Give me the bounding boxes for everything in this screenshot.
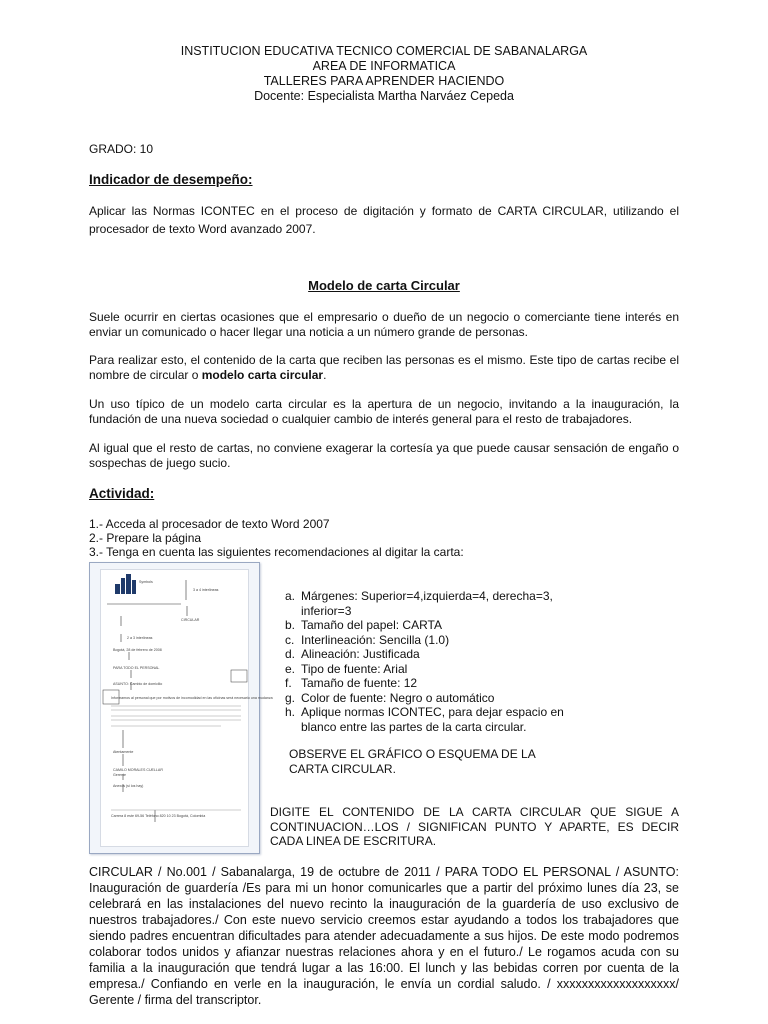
item-letter: b. — [285, 618, 296, 632]
item-letter: e. — [285, 661, 296, 676]
model-paragraph-1: Suele ocurrir en ciertas ocasiones que el empresario o dueño de un negocio o comerciante tiene interés en enviar un comunicado o hacer llegar una noticia a un número grande de personas. — [89, 310, 679, 339]
item-text: Interlineación: Sencilla (1.0) — [301, 632, 450, 647]
diagram-label: 3 a 4 interlineas — [193, 588, 219, 592]
activity-step: 1.- Acceda al procesador de texto Word 2007 — [89, 517, 330, 531]
recommendation-item — [285, 633, 575, 648]
item-text: Aplique normas ICONTEC, para dejar espacio en blanco entre las partes de la carta circular. — [301, 705, 564, 734]
model-paragraph-4: Al igual que el resto de cartas, no conviene exagerar la cortesía ya que puede causar sensación de engaño o sospechas de juego sucio. — [89, 441, 679, 470]
item-letter: c. — [285, 632, 295, 647]
item-letter: g. — [285, 690, 296, 705]
diagram-label: Symbols — [139, 580, 153, 584]
workshop-name: TALLERES PARA APRENDER HACIENDO — [263, 74, 505, 88]
item-text: Tamaño de fuente: 12 — [301, 676, 418, 690]
model-heading: Modelo de carta Circular — [308, 278, 460, 293]
recommendation-item — [285, 589, 575, 618]
item-letter: h. — [285, 705, 296, 719]
item-text: Márgenes: Superior=4,izquierda=4, derecha=3, inferior=3 — [301, 589, 553, 618]
recommendation-item — [285, 676, 575, 691]
diagram-label: ASUNTO: Cambio de domicilio — [113, 682, 163, 686]
diagram-label: Carrera 8 este 69-56 Teléfono 820 10 23 Bogotá, Colombia — [111, 814, 206, 818]
institution-name: INSTITUCION EDUCATIVA TECNICO COMERCIAL DE SABANALARGA — [180, 44, 588, 58]
item-letter: d. — [285, 647, 296, 661]
teacher-name: Docente: Especialista Martha Narváez Cepeda — [254, 89, 514, 103]
item-text: Tipo de fuente: Arial — [301, 661, 408, 676]
diagram-label: PARA TODO EL PERSONAL — [113, 666, 160, 670]
model-paragraph-2-text: Para realizar esto, el contenido de la carta que reciben las personas es el mismo. Este tipo de cartas recibe el nombre de circular o — [89, 353, 679, 382]
activity-heading: Actividad: — [89, 486, 155, 501]
diagram-page — [100, 569, 273, 847]
diagram-graphics — [101, 570, 248, 846]
recommendations-list — [285, 589, 575, 734]
diagram-label: Atentamente — [113, 750, 134, 754]
item-text: Color de fuente: Negro o automático — [301, 690, 495, 705]
circular-letter-text: CIRCULAR / No.001 / Sabanalarga, 19 de octubre de 2011 / PARA TODO EL PERSONAL / ASUNTO: Inauguración de guardería /Es para mi un honor comunicarles que a partir del próximo lunes día 23, se celebrará en las instalaciones del nuevo recinto la inauguración de la guardería de uso exclusivo de nuestros trabajadores./ Con este nuevo servicio creemos estar ayudando a todos los trabajadores que siendo padres encuentran dificultades para atender adecuadamente a sus hijos. De este modo podremos colaborar todos unidos y afianzar nuestras relaciones ahora y en el futuro./ Le rogamos acuda con su familia a la inauguración que tendrá lugar a las 16:00. El lunch y las bebidas corren por cuenta de la empresa./ Confiando en verle en la inauguración, le envía un cordial saludo. / xxxxxxxxxxxxxxxxxxx/ Gerente / firma del transcriptor. — [89, 865, 679, 1007]
grade-label: GRADO: 10 — [89, 142, 154, 156]
activity-steps — [89, 517, 464, 559]
instruction-note: DIGITE EL CONTENIDO DE LA CARTA CIRCULAR QUE SIGUE A CONTINUACION…LOS / SIGNIFICAN PUNTO Y APARTE, ES DECIR CADA LINEA DE ESCRITURA. — [270, 805, 679, 848]
item-text: Tamaño del papel: CARTA — [301, 618, 442, 632]
diagram-label: CIRCULAR — [181, 618, 200, 622]
diagram-label: Bogotá, 28 de febrero de 2008 — [113, 648, 162, 652]
diagram-label: 2 a 3 interlineas — [127, 636, 153, 640]
document-header — [0, 44, 768, 104]
diagram-label: Informamos al personal que por motivos de incomodidad en las oficinas será necesario una mudanza — [111, 696, 273, 700]
recommendation-item — [285, 662, 575, 677]
model-paragraph-3: Un uso típico de un modelo carta circular es la apertura de un negocio, invitando a la inauguración, la fundación de una nueva sociedad o cualquier cambio de interés general para el resto de trabajadores. — [89, 397, 679, 426]
recommendation-item — [285, 691, 575, 706]
item-letter: f. — [285, 676, 292, 690]
item-text: Alineación: Justificada — [301, 647, 420, 661]
circular-letter-diagram — [89, 562, 273, 854]
activity-step: 3.- Tenga en cuenta las siguientes recomendaciones al digitar la carta: — [89, 545, 464, 559]
item-letter: a. — [285, 589, 296, 603]
model-term: modelo carta circular — [201, 368, 324, 382]
indicator-text: Aplicar las Normas ICONTEC en el proceso de digitación y formato de CARTA CIRCULAR, utilizando el procesador de texto Word avanzado 2007. — [89, 204, 679, 236]
area-name: AREA DE INFORMATICA — [312, 59, 456, 73]
recommendation-item — [285, 618, 575, 633]
observe-note: OBSERVE EL GRÁFICO O ESQUEMA DE LA CARTA CIRCULAR. — [289, 747, 536, 776]
indicator-heading: Indicador de desempeño: — [89, 172, 253, 187]
activity-step: 2.- Prepare la página — [89, 531, 202, 545]
model-paragraph-2-end: . — [323, 368, 327, 382]
recommendation-item — [285, 705, 575, 734]
diagram-label: Gerente — [113, 773, 126, 777]
diagram-label: CAMILO MORALES CUELLAR — [113, 768, 163, 772]
diagram-label: Anexos (si los hay) — [113, 784, 144, 788]
recommendation-item — [285, 647, 575, 662]
model-paragraph-2 — [89, 353, 679, 383]
